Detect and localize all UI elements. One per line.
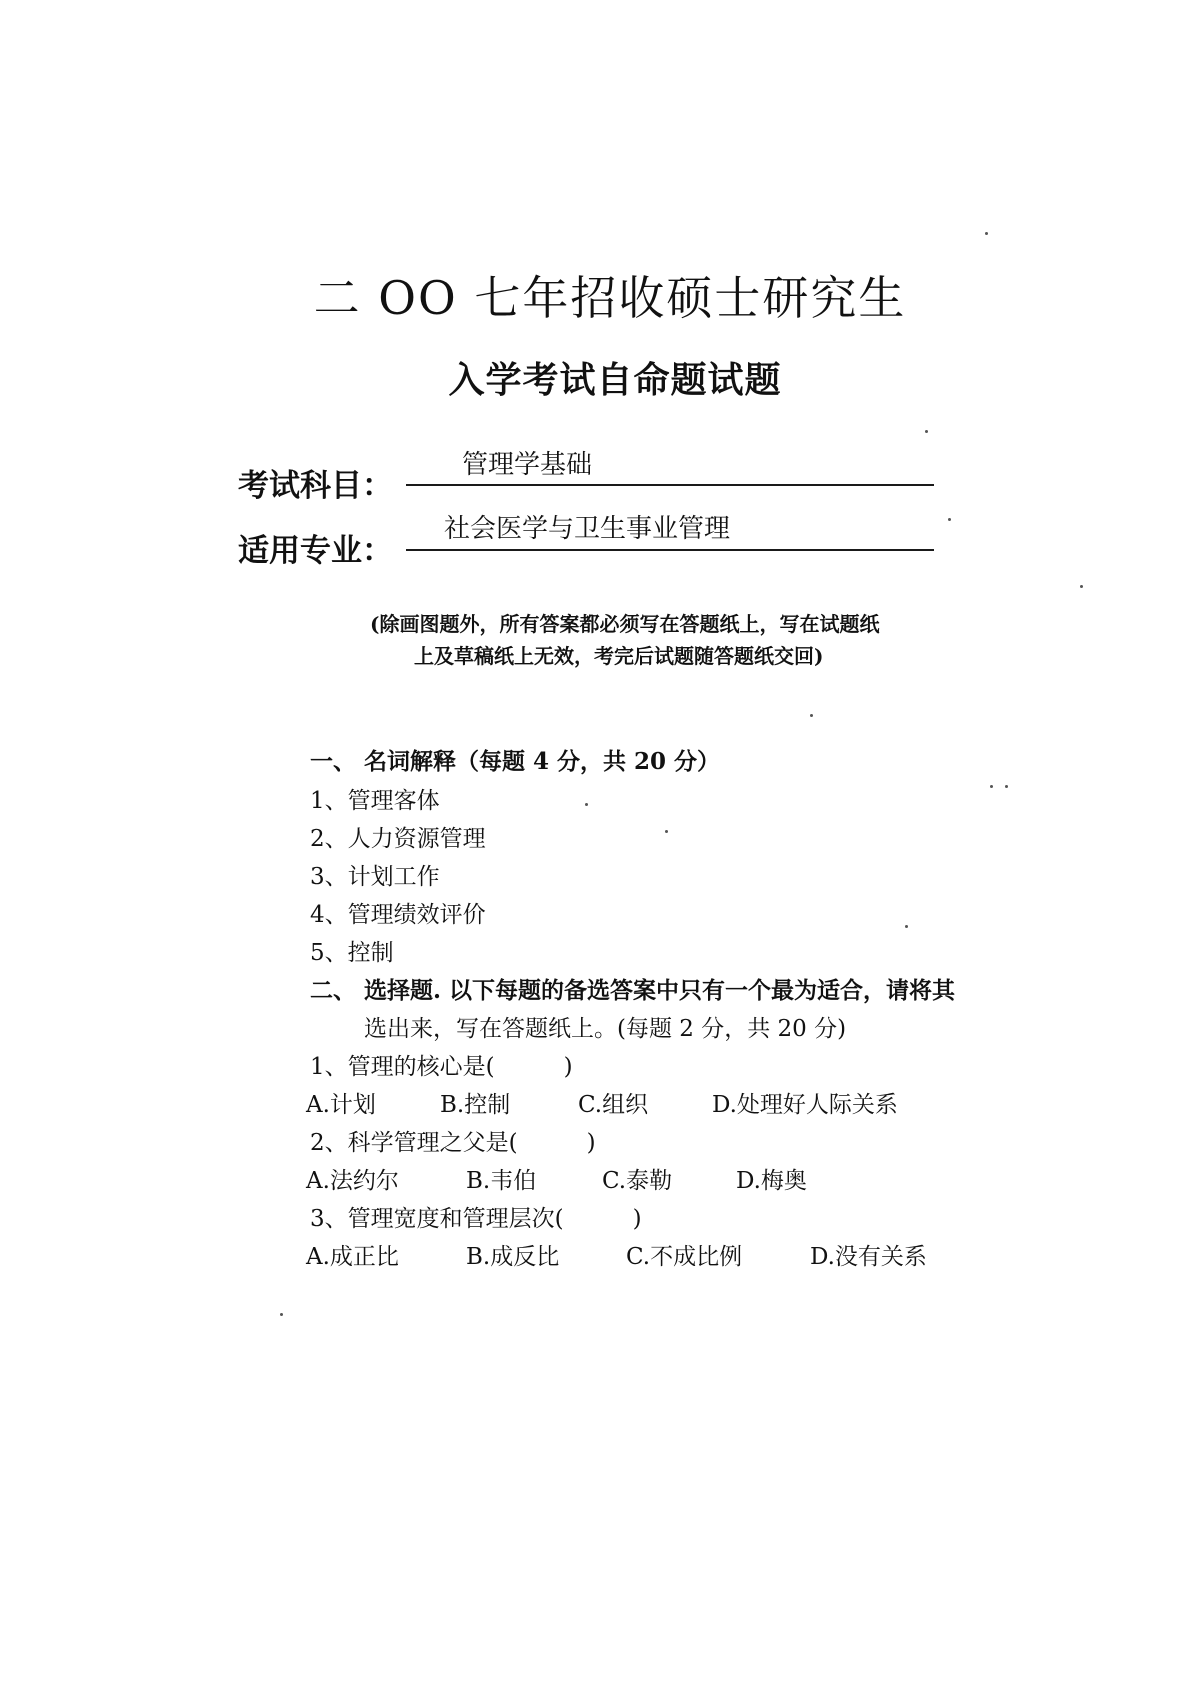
scan-speck [948, 518, 951, 521]
option-d: D.处理好人际关系 [712, 1092, 898, 1118]
question-stem: 1、管理的核心是( ) [310, 1054, 573, 1080]
major-label: 适用专业： [238, 533, 393, 569]
option-d: D.梅奥 [736, 1168, 807, 1194]
scan-speck [585, 803, 588, 806]
option-c: C.不成比例 [626, 1244, 743, 1270]
option-a: A.法约尔 [306, 1168, 399, 1194]
list-item: 4、管理绩效评价 [310, 902, 486, 928]
scan-speck [665, 830, 668, 833]
list-item: 1、管理客体 [310, 788, 440, 814]
major-underline [406, 549, 934, 551]
subject-label: 考试科目： [238, 468, 393, 504]
scan-speck [280, 1313, 283, 1316]
list-item: 5、控制 [310, 940, 394, 966]
section-1-heading: 一、 名词解释（每题 4 分，共 20 分） [310, 748, 721, 775]
notice-line-1: (除画图题外，所有答案都必须写在答题纸上，写在试题纸 [370, 612, 880, 636]
notice-line-2: 上及草稿纸上无效，考完后试题随答题纸交回) [414, 644, 824, 668]
section-2-heading-line-1: 二、 选择题. 以下每题的备选答案中只有一个最为适合，请将其 [310, 977, 956, 1004]
scan-speck [905, 925, 908, 928]
scan-speck [990, 785, 993, 788]
section-2-heading-line-2: 选出来，写在答题纸上。(每题 2 分，共 20 分) [364, 1016, 847, 1042]
option-d: D.没有关系 [810, 1244, 927, 1270]
option-b: B.成反比 [466, 1244, 560, 1270]
scan-speck [985, 232, 988, 235]
scan-speck [810, 714, 813, 717]
list-item: 3、计划工作 [310, 864, 440, 890]
option-c: C.组织 [578, 1092, 649, 1118]
page-title: 二 OO 七年招收硕士研究生 [313, 271, 907, 325]
list-item: 2、人力资源管理 [310, 826, 486, 852]
question-stem: 3、管理宽度和管理层次( ) [310, 1206, 642, 1232]
scan-speck [925, 430, 928, 433]
page-subtitle: 入学考试自命题试题 [448, 359, 782, 401]
major-value: 社会医学与卫生事业管理 [444, 514, 731, 544]
scan-speck [1080, 585, 1083, 588]
question-stem: 2、科学管理之父是( ) [310, 1130, 596, 1156]
option-b: B.控制 [440, 1092, 511, 1118]
option-a: A.成正比 [306, 1244, 399, 1270]
scan-speck [1005, 785, 1008, 788]
subject-value: 管理学基础 [462, 450, 593, 480]
option-c: C.泰勒 [602, 1168, 673, 1194]
option-b: B.韦伯 [466, 1168, 537, 1194]
subject-underline [406, 484, 934, 486]
option-a: A.计划 [306, 1092, 376, 1118]
